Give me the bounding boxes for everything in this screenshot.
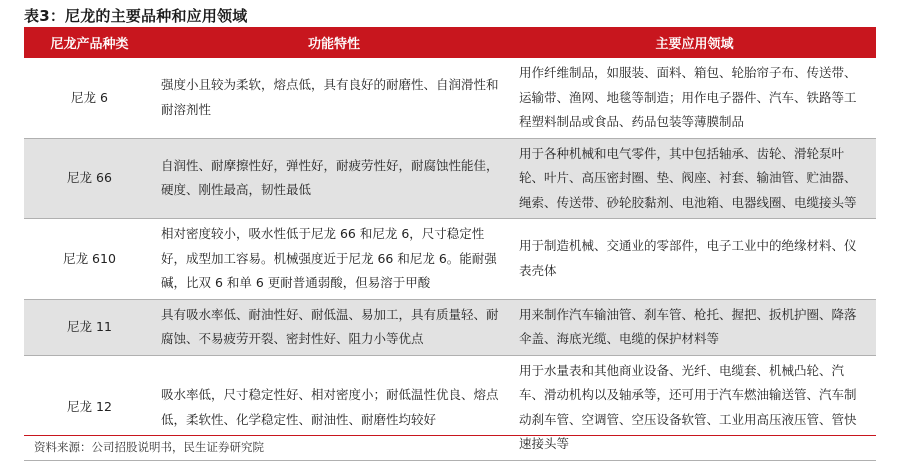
applications-cell: 用于水量表和其他商业设备、光纤、电缆套、机械凸轮、汽车、滑动机构以及轴承等，还可用于汽车燃油输送管、汽车制动刹车管、空调管、空压设备软管、工业用高压液压管、管快速接头等	[513, 355, 876, 460]
product-name: 尼龙 6	[24, 58, 155, 138]
nylon-table	[24, 27, 876, 461]
features-cell: 吸水率低，尺寸稳定性好、相对密度小；耐低温性优良、熔点低，柔软性、化学稳定性、耐油性、耐磨性均较好	[155, 355, 513, 460]
table-row	[24, 219, 876, 300]
header-applications: 主要应用领域	[513, 27, 876, 58]
header-product-type: 尼龙产品种类	[24, 27, 155, 58]
features-cell: 自润性、耐摩擦性好，弹性好，耐疲劳性好，耐腐蚀性能佳，硬度、刚性最高，韧性最低	[155, 138, 513, 219]
product-name: 尼龙 66	[24, 138, 155, 219]
features-cell: 相对密度较小，吸水性低于尼龙 66 和尼龙 6，尺寸稳定性好，成型加工容易。机械强度近于尼龙 66 和尼龙 6。能耐强碱，比双 6 和单 6 更耐普通弱酸，但易溶于甲酸	[155, 219, 513, 300]
table-title: 表3：尼龙的主要品种和应用领域	[24, 7, 248, 25]
product-name: 尼龙 610	[24, 219, 155, 300]
features-cell: 强度小且较为柔软，熔点低，具有良好的耐磨性、自润滑性和耐溶剂性	[155, 58, 513, 138]
source-note: 资料来源：公司招股说明书，民生证券研究院	[34, 440, 264, 454]
applications-cell: 用作纤维制品，如服装、面料、箱包、轮胎帘子布、传送带、运输带、渔网、地毯等制造；用作电子器件、汽车、铁路等工程塑料制品或食品、药品包装等薄膜制品	[513, 58, 876, 138]
header-features: 功能特性	[155, 27, 513, 58]
table-row	[24, 58, 876, 138]
table-row	[24, 138, 876, 219]
table-bottom-rule	[24, 435, 876, 436]
header-row	[24, 27, 876, 58]
applications-cell: 用于制造机械、交通业的零部件，电子工业中的绝缘材料、仪表壳体	[513, 219, 876, 300]
applications-cell: 用于各种机械和电气零件，其中包括轴承、齿轮、滑轮泵叶轮、叶片、高压密封圈、垫、阀座、衬套、输油管、贮油器、绳索、传送带、砂轮胶黏剂、电池箱、电器线圈、电缆接头等	[513, 138, 876, 219]
table-row	[24, 299, 876, 355]
product-name: 尼龙 11	[24, 299, 155, 355]
features-cell: 具有吸水率低、耐油性好、耐低温、易加工，具有质量轻、耐腐蚀、不易疲劳开裂、密封性好、阻力小等优点	[155, 299, 513, 355]
product-name: 尼龙 12	[24, 355, 155, 460]
applications-cell: 用来制作汽车输油管、刹车管、枪托、握把、扳机护圈、降落伞盖、海底光缆、电缆的保护材料等	[513, 299, 876, 355]
